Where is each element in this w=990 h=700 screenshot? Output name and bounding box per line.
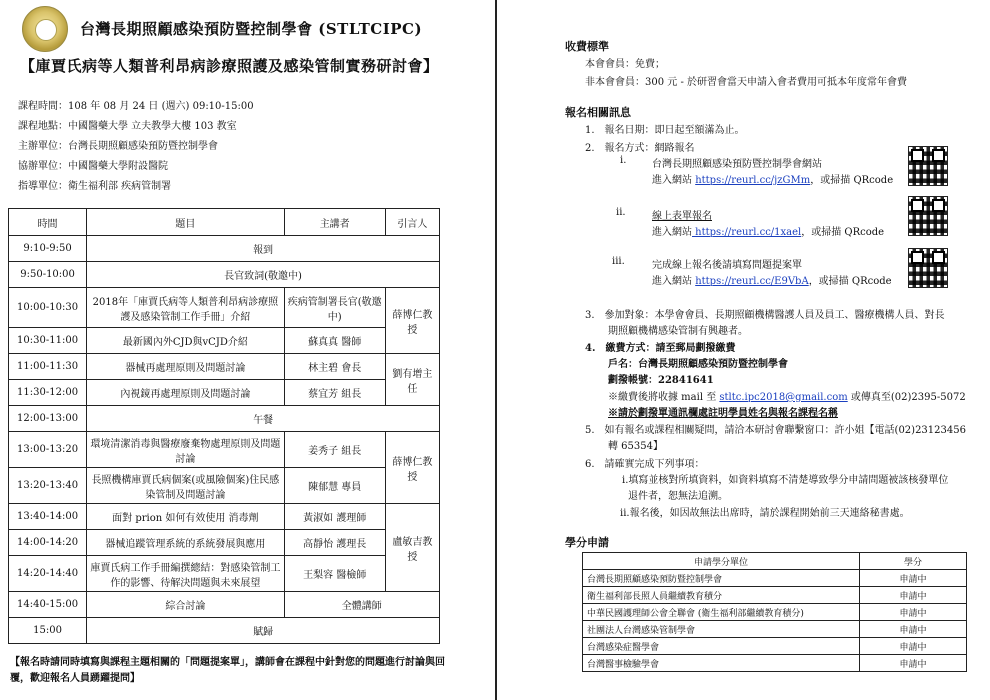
row-speaker: 黃淑如 護理師 bbox=[284, 504, 385, 530]
table-row bbox=[9, 380, 440, 406]
row-time: 9:10-9:50 bbox=[9, 236, 87, 262]
option-qr-hint: ，或掃描 QRcode bbox=[801, 227, 885, 238]
row-time: 14:00-14:20 bbox=[9, 530, 87, 556]
option-title: 線上表單報名 bbox=[652, 211, 712, 222]
row-time: 10:30-11:00 bbox=[9, 328, 87, 354]
option-number: iii. bbox=[612, 256, 625, 267]
society-logo bbox=[22, 6, 68, 52]
info-supervisor: 指導單位：衛生福利部 疾病管制署 bbox=[18, 181, 172, 192]
reg-item-audience-cont: 期照顧機構感染管制有興趣者。 bbox=[608, 326, 748, 337]
reg-item-contact: 5. 如有報名或課程相關疑問，請洽本研討會聯繫窗口：許小姐【電話(02)23123456 bbox=[585, 425, 966, 436]
row-speaker: 全體講師 bbox=[284, 592, 439, 618]
info-course-location: 課程地點：中國醫藥大學 立夫教學大樓 103 教室 bbox=[18, 121, 237, 132]
row-subject: 器械再處理原則及問題討論 bbox=[87, 354, 284, 380]
schedule-table bbox=[8, 208, 440, 644]
org-title: 台灣長期照顧感染預防暨控制學會 (STLTCIPC) bbox=[80, 20, 423, 38]
option-title: 台灣長期照顧感染預防暨控制學會網站 bbox=[652, 159, 822, 170]
row-time: 14:20-14:40 bbox=[9, 556, 87, 592]
checklist-item-1-cont: 退件者，恕無法追溯。 bbox=[628, 491, 728, 502]
contact-email-link[interactable]: stltc.ipc2018@gmail.com bbox=[719, 392, 848, 403]
credit-unit: 社團法人台灣感染管制學會 bbox=[583, 621, 860, 638]
registration-heading: 報名相關訊息 bbox=[565, 106, 631, 119]
table-row bbox=[9, 530, 440, 556]
fee-nonmember: 非本會會員：300 元 - 於研習會當天申請入會者費用可抵本年度常年會費 bbox=[585, 77, 908, 88]
row-subject: 2018年「庫賈氏病等人類普利昂病診療照護及感染管制工作手冊」介紹 bbox=[87, 288, 284, 328]
row-time: 13:00-13:20 bbox=[9, 432, 87, 468]
qr-code-icon[interactable] bbox=[908, 248, 948, 288]
credit-status: 申請中 bbox=[860, 638, 967, 655]
reg-item-contact-cont: 轉 65354】 bbox=[608, 441, 663, 452]
row-speaker: 蔡宜芳 組長 bbox=[284, 380, 385, 406]
row-subject: 長照機構庫賈氏病個案(或風險個案)住民感染管制及問題討論 bbox=[87, 468, 284, 504]
credit-unit: 台灣長期照顧感染預防暨控制學會 bbox=[583, 570, 860, 587]
table-row bbox=[9, 556, 440, 592]
payment-mail-suffix: 或傳真至(02)2395-5072 bbox=[850, 392, 966, 403]
table-row bbox=[583, 570, 967, 587]
row-speaker: 高靜怡 護理長 bbox=[284, 530, 385, 556]
table-row bbox=[9, 618, 440, 644]
table-row bbox=[9, 592, 440, 618]
credit-status: 申請中 bbox=[860, 604, 967, 621]
header-speaker: 主講者 bbox=[284, 209, 385, 236]
row-moderator: 薛博仁教授 bbox=[385, 288, 439, 354]
checklist-item-2: ii.報名後，如因故無法出席時，請於課程開始前三天連絡秘書處。 bbox=[620, 508, 910, 519]
question-form-link[interactable]: https://reurl.cc/E9VbA bbox=[695, 276, 809, 287]
row-subject: 環境清潔消毒與醫療廢棄物處理原則及問題討論 bbox=[87, 432, 284, 468]
table-row bbox=[9, 432, 440, 468]
row-subject: 最新國內外CJD與vCJD介紹 bbox=[87, 328, 284, 354]
row-moderator: 盧敏吉教授 bbox=[385, 504, 439, 592]
table-row bbox=[9, 406, 440, 432]
row-time: 10:00-10:30 bbox=[9, 288, 87, 328]
info-organizer: 主辦單位：台灣長期照顧感染預防暨控制學會 bbox=[18, 141, 218, 152]
header-moderator: 引言人 bbox=[385, 209, 439, 236]
question-note: 【報名時請同時填寫與課程主題相關的「問題提案單」，講師會在課程中針對您的問題進行討論與回覆，歡迎報名人員踴躍提問】 bbox=[10, 657, 445, 684]
row-subject: 庫賈氏病工作手冊編撰總結：對感染管制工作的影響、待解決問題與未來展望 bbox=[87, 556, 284, 592]
row-time: 12:00-13:00 bbox=[9, 406, 87, 432]
credit-table bbox=[582, 552, 967, 672]
credit-unit: 台灣醫事檢驗學會 bbox=[583, 655, 860, 672]
row-subject: 報到 bbox=[87, 236, 440, 262]
credit-unit: 台灣感染症醫學會 bbox=[583, 638, 860, 655]
row-time: 11:30-12:00 bbox=[9, 380, 87, 406]
form-link[interactable]: https://reurl.cc/1xael bbox=[692, 227, 802, 238]
table-row bbox=[9, 262, 440, 288]
row-subject: 賦歸 bbox=[87, 618, 440, 644]
row-subject: 內視鏡再處理原則及問題討論 bbox=[87, 380, 284, 406]
payment-account-number: 劃撥帳號：22841641 bbox=[608, 375, 714, 386]
payment-warning: ※請於劃撥單通訊欄處註明學員姓名與報名課程名稱 bbox=[608, 408, 838, 419]
option-link-line bbox=[652, 272, 892, 287]
qr-code-icon[interactable] bbox=[908, 196, 948, 236]
table-row bbox=[583, 604, 967, 621]
row-subject: 長官致詞(敬邀中) bbox=[87, 262, 440, 288]
table-row bbox=[9, 354, 440, 380]
table-row bbox=[9, 468, 440, 504]
row-speaker: 疾病管制署長官(敬邀中) bbox=[284, 288, 385, 328]
row-subject: 面對 prion 如何有效使用 消毒劑 bbox=[87, 504, 284, 530]
table-row bbox=[583, 655, 967, 672]
option-qr-hint: ，或掃描 QRcode bbox=[810, 175, 894, 186]
payment-account-name: 戶名：台灣長期照顧感染預防暨控制學會 bbox=[608, 359, 788, 370]
row-moderator: 劉有增主任 bbox=[385, 354, 439, 406]
option-enter-label: 進入網站 bbox=[652, 276, 692, 287]
row-time: 13:40-14:00 bbox=[9, 504, 87, 530]
credit-status: 申請中 bbox=[860, 570, 967, 587]
table-row bbox=[9, 288, 440, 328]
option-qr-hint: ，或掃描 QRcode bbox=[808, 276, 892, 287]
row-subject: 器械追蹤管理系統的系統發展與應用 bbox=[87, 530, 284, 556]
option-number: i. bbox=[620, 155, 627, 166]
info-co-organizer: 協辦單位：中國醫藥大學附設醫院 bbox=[18, 161, 168, 172]
reg-item-checklist: 6. 請確實完成下列事項： bbox=[585, 459, 705, 470]
row-time: 15:00 bbox=[9, 618, 87, 644]
row-subject: 午餐 bbox=[87, 406, 440, 432]
option-link-line bbox=[652, 223, 884, 238]
option-enter-label: 進入網站 bbox=[652, 175, 692, 186]
info-course-time: 課程時間：108 年 08 月 24 日 (週六) 09:10-15:00 bbox=[18, 101, 254, 112]
page-divider bbox=[495, 0, 497, 700]
credit-unit: 衛生福利部長照人員繼續教育積分 bbox=[583, 587, 860, 604]
reg-item-method: 2. 報名方式：網路報名 bbox=[585, 143, 695, 154]
fee-member: 本會會員：免費； bbox=[585, 59, 665, 70]
reg-item-payment: 4. 繳費方式：請至郵局劃撥繳費 bbox=[585, 343, 736, 354]
fee-heading: 收費標準 bbox=[565, 40, 609, 53]
row-subject: 綜合討論 bbox=[87, 592, 284, 618]
payment-mail-line bbox=[608, 388, 966, 403]
row-speaker: 蘇真真 醫師 bbox=[284, 328, 385, 354]
row-speaker: 林主碧 會長 bbox=[284, 354, 385, 380]
option-enter-label: 進入網站 bbox=[652, 227, 692, 238]
row-time: 9:50-10:00 bbox=[9, 262, 87, 288]
table-row bbox=[583, 621, 967, 638]
table-row bbox=[583, 638, 967, 655]
row-time: 14:40-15:00 bbox=[9, 592, 87, 618]
option-link-line bbox=[652, 171, 893, 186]
credit-header-status: 學分 bbox=[860, 553, 967, 570]
credit-heading: 學分申請 bbox=[565, 536, 609, 549]
credit-header-unit: 申請學分單位 bbox=[583, 553, 860, 570]
website-link[interactable]: https://reurl.cc/jzGMm bbox=[695, 175, 811, 186]
option-number: ii. bbox=[616, 207, 626, 218]
row-time: 13:20-13:40 bbox=[9, 468, 87, 504]
credit-status: 申請中 bbox=[860, 587, 967, 604]
row-time: 11:00-11:30 bbox=[9, 354, 87, 380]
row-speaker: 陳郁慧 專員 bbox=[284, 468, 385, 504]
table-row bbox=[9, 328, 440, 354]
payment-mail-prefix: ※繳費後將收據 mail 至 bbox=[608, 392, 717, 403]
header-subject: 題目 bbox=[87, 209, 284, 236]
header-time: 時間 bbox=[9, 209, 87, 236]
credit-unit: 中華民國護理師公會全聯會 (衛生福利部繼續教育積分) bbox=[583, 604, 860, 621]
row-moderator: 薛博仁教授 bbox=[385, 432, 439, 504]
row-speaker: 王梨容 醫檢師 bbox=[284, 556, 385, 592]
qr-code-icon[interactable] bbox=[908, 146, 948, 186]
credit-status: 申請中 bbox=[860, 655, 967, 672]
reg-item-date: 1. 報名日期：即日起至額滿為止。 bbox=[585, 125, 745, 136]
row-speaker: 姜秀子 組長 bbox=[284, 432, 385, 468]
checklist-item-1: i.填寫並核對所填資料，如資料填寫不清楚導致學分申請問題被該核發單位 bbox=[622, 475, 949, 486]
reg-item-audience: 3. 參加對象：本學會會員、長期照顧機構醫護人員及員工、醫療機構人員、對長 bbox=[585, 310, 945, 321]
table-row bbox=[583, 587, 967, 604]
credit-status: 申請中 bbox=[860, 621, 967, 638]
table-row bbox=[9, 504, 440, 530]
seminar-title: 【庫賈氏病等人類普利昂病診療照護及感染管制實務研討會】 bbox=[20, 57, 439, 75]
table-row bbox=[9, 236, 440, 262]
option-title: 完成線上報名後請填寫問題提案單 bbox=[652, 260, 802, 271]
